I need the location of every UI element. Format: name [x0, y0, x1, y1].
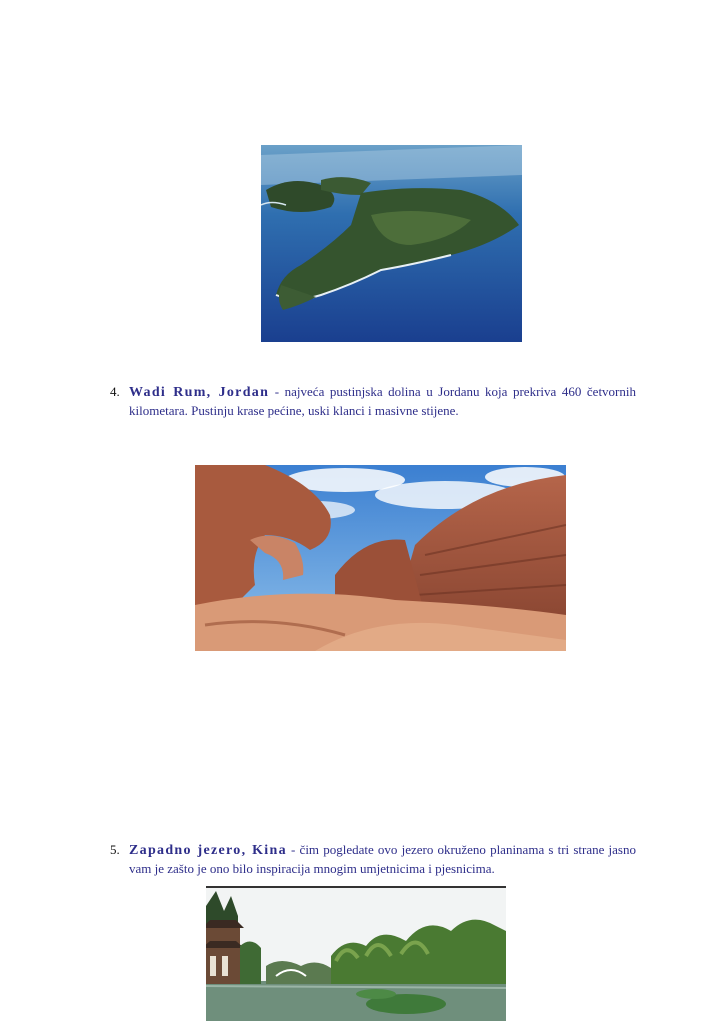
list-number: 5. — [110, 842, 120, 857]
item-title: Wadi Rum, Jordan — [129, 385, 270, 400]
west-lake-photo — [206, 886, 506, 1021]
item-description: - najveća pustinjska dolina u Jordanu koja prekriva 460 četvornih kilometara. Pustinju krase pećine, uski klanci i masivne stijene. — [129, 384, 636, 418]
item-description: - čim pogledate ovo jezero okruženo planinama s tri strane jasno vam je zašto je ono bilo inspiracija mnogim umjetnicima i pjesnicima. — [129, 842, 636, 876]
list-item-4 — [110, 383, 636, 423]
island-aerial-photo — [261, 145, 522, 342]
wadi-rum-photo — [195, 465, 566, 651]
list-item-5 — [110, 841, 636, 881]
item-title: Zapadno jezero, Kina — [129, 843, 287, 858]
list-number: 4. — [110, 384, 120, 399]
list-item-body — [129, 383, 636, 420]
list-item-body — [129, 841, 636, 878]
